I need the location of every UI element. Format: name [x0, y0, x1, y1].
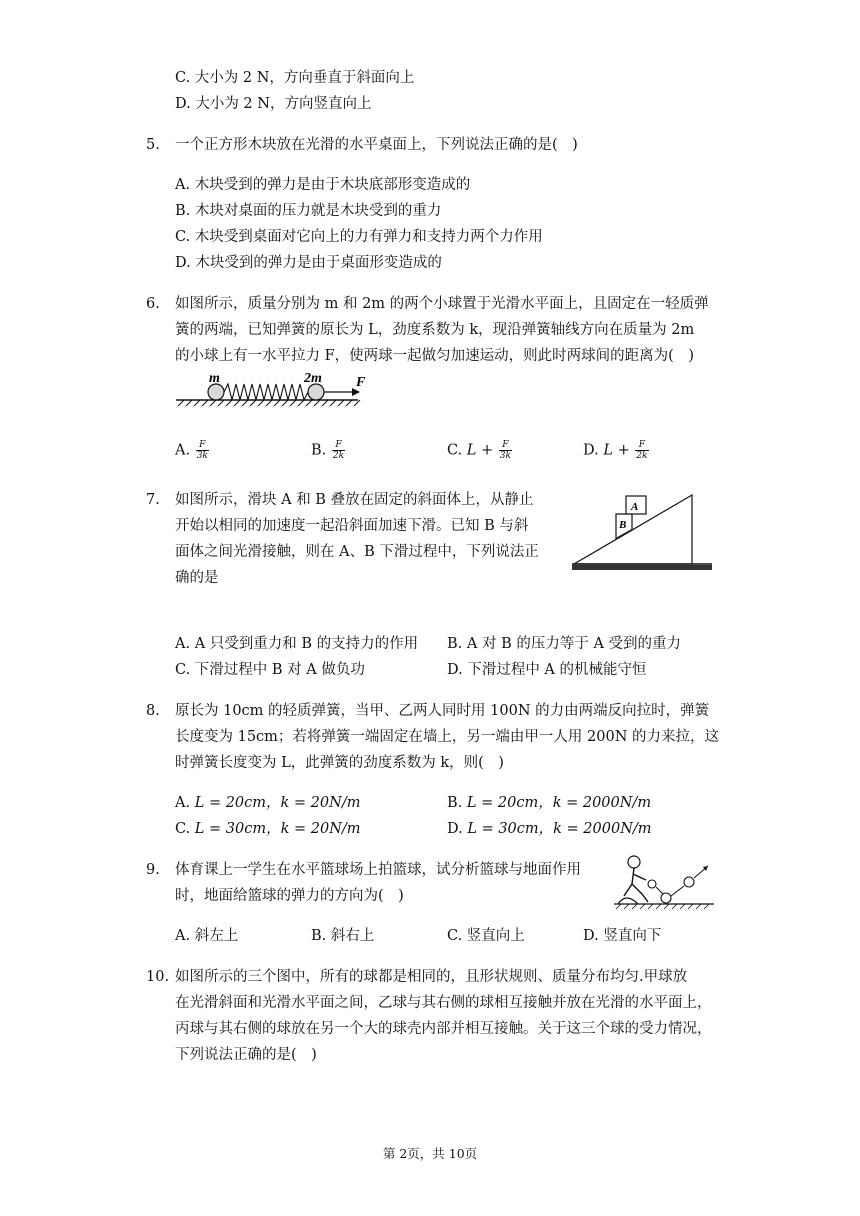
option-text: L = 20cm，k = 20N/m — [194, 795, 361, 811]
spring-figure — [176, 370, 366, 410]
q10-number: 10. — [146, 969, 170, 985]
q6-stem-line: 如图所示，质量分别为 m 和 2m 的两个小球置于光滑水平面上，且固定在一轻质弹 — [175, 296, 709, 312]
option-label: D. — [583, 442, 599, 459]
fraction-numerator: F — [332, 440, 345, 451]
fraction — [635, 440, 648, 461]
q6-option-a — [175, 440, 210, 461]
label-F: F — [356, 375, 366, 390]
q7-option-c — [175, 660, 365, 680]
option-label: C. — [175, 70, 191, 86]
option-label: C. — [175, 229, 191, 245]
fraction-denominator: 2k — [636, 451, 648, 461]
q8-option-c — [175, 819, 361, 839]
q5-option-d — [175, 253, 442, 273]
option-text: 大小为 2 N，方向竖直向上 — [195, 96, 372, 112]
option-label: C. — [447, 442, 463, 459]
option-label: C. — [447, 928, 463, 944]
q9-option-c — [447, 926, 525, 946]
q8-stem-line: 时弹簧长度变为 L，此弹簧的劲度系数为 k，则( ) — [175, 755, 504, 771]
q10-stem-line: 在光滑斜面和光滑水平面之间，乙球与其右侧的球相互接触并放在光滑的水平面上， — [175, 995, 712, 1011]
option-label: D. — [175, 255, 191, 271]
option-label: B. — [175, 203, 191, 219]
ground-hatch — [178, 400, 360, 406]
q8-option-a — [175, 793, 360, 813]
student-base — [618, 898, 638, 904]
option-label: D. — [447, 821, 463, 837]
option-text: 下滑过程中 B 对 A 做负功 — [194, 662, 365, 678]
option-text: 木块对桌面的压力就是木块受到的重力 — [194, 203, 442, 219]
q9-option-d — [583, 926, 661, 946]
ball-2m — [308, 384, 324, 400]
q4-option-c — [175, 68, 414, 88]
option-text: 下滑过程中 A 的机械能守恒 — [467, 662, 647, 678]
q10-stem-line: 下列说法正确的是( ) — [175, 1047, 317, 1063]
option-text: 竖直向上 — [466, 928, 525, 944]
q6-stem-line: 簧的两端，已知弹簧的原长为 L，劲度系数为 k，现沿弹簧轴线方向在质量为 2m — [175, 322, 695, 338]
q6-option-b — [311, 440, 346, 461]
student-head — [628, 856, 640, 868]
option-label: B. — [311, 928, 327, 944]
q7-stem-line: 如图所示，滑块 A 和 B 叠放在固定的斜面体上，从静止 — [175, 492, 534, 508]
fraction-numerator: F — [499, 440, 512, 451]
ball-bounce — [661, 893, 671, 903]
option-text: 大小为 2 N，方向垂直于斜面向上 — [194, 70, 415, 86]
option-text: 木块受到的弹力是由于木块底部形变造成的 — [194, 177, 471, 193]
q6-number: 6. — [146, 296, 160, 312]
q10-stem-line: 丙球与其右侧的球放在另一个大的球壳内部并相互接触。关于这三个球的受力情况， — [175, 1021, 712, 1037]
fraction-denominator: 2k — [332, 451, 345, 461]
ball-path-in — [656, 887, 663, 894]
q9-option-b — [311, 926, 374, 946]
option-label: B. — [447, 795, 463, 811]
option-text: L = 20cm，k = 2000N/m — [466, 795, 652, 811]
option-text: 斜左上 — [194, 928, 239, 944]
option-label: B. — [447, 636, 463, 652]
q6-option-c — [447, 440, 513, 461]
q6-stem-line: 的小球上有一水平拉力 F，使两球一起做匀加速运动，则此时两球间的距离为( ) — [175, 348, 694, 364]
spring-coil — [224, 384, 308, 400]
fraction-denominator: 3k — [196, 451, 208, 461]
q7-stem-line: 开始以相同的加速度一起沿斜面加速下滑。已知 B 与斜 — [175, 518, 529, 534]
ball-rebound — [684, 877, 694, 887]
option-text: A 只受到重力和 B 的支持力的作用 — [194, 636, 419, 652]
option-label: A. — [175, 795, 191, 811]
q8-number: 8. — [146, 703, 160, 719]
q7-option-b — [447, 634, 681, 654]
option-text: 木块受到桌面对它向上的力有弹力和支持力两个力作用 — [194, 229, 543, 245]
ball-start — [648, 880, 656, 888]
q8-stem-line: 长度变为 15cm；若将弹簧一端固定在墙上，另一端由甲一人用 200N 的力来拉，这 — [175, 729, 720, 745]
option-text: A 对 B 的压力等于 A 受到的重力 — [466, 636, 682, 652]
q9-stem-line: 体育课上一学生在水平篮球场上拍篮球，试分析篮球与地面作用 — [175, 862, 581, 878]
option-text: L = 30cm，k = 20N/m — [194, 821, 361, 837]
basketball-figure — [614, 852, 716, 910]
q4-option-d — [175, 94, 371, 114]
q7-option-a — [175, 634, 418, 654]
option-text: 木块受到的弹力是由于桌面形变造成的 — [195, 255, 442, 271]
q8-stem-line: 原长为 10cm 的轻质弹簧，当甲、乙两人同时用 100N 的力由两端反向拉时，弹簧 — [175, 703, 710, 719]
student-body — [624, 868, 648, 902]
option-label: A. — [175, 177, 191, 193]
option-label: C. — [175, 662, 191, 678]
q5-number: 5. — [146, 137, 160, 153]
q5-option-a — [175, 175, 470, 195]
fraction-numerator: F — [196, 440, 209, 451]
option-prefix: L + — [466, 442, 498, 459]
fraction-numerator: F — [635, 440, 648, 451]
q9-number: 9. — [146, 862, 160, 878]
option-text: 竖直向下 — [603, 928, 662, 944]
option-label: B. — [311, 442, 327, 459]
fraction — [196, 440, 209, 461]
q5-option-b — [175, 201, 441, 221]
option-label: A. — [175, 928, 191, 944]
q7-stem-line: 确的是 — [175, 570, 219, 586]
option-text: L = 30cm，k = 2000N/m — [467, 821, 652, 837]
label-a: A — [631, 501, 639, 513]
label-b: B — [619, 519, 627, 531]
option-label: A. — [175, 636, 191, 652]
label-2m: 2m — [304, 371, 322, 386]
incline-ground-hatch — [572, 565, 712, 570]
q5-stem-line: 一个正方形木块放在光滑的水平桌面上，下列说法正确的是( ) — [175, 137, 578, 153]
fraction — [332, 440, 345, 461]
fraction-denominator: 3k — [499, 451, 511, 461]
q9-option-a — [175, 926, 238, 946]
ball-m — [208, 384, 224, 400]
q8-option-d — [447, 819, 652, 839]
option-label: D. — [175, 96, 191, 112]
q9-stem-line: 时，地面给篮球的弹力的方向为( ) — [175, 888, 404, 904]
ball-path-out — [671, 886, 684, 896]
q5-option-c — [175, 227, 543, 247]
option-label: C. — [175, 821, 191, 837]
option-label: D. — [583, 928, 599, 944]
option-text: 斜右上 — [330, 928, 375, 944]
option-label: D. — [447, 662, 463, 678]
fraction — [499, 440, 512, 461]
label-m: m — [209, 371, 220, 386]
q6-option-d — [583, 440, 650, 461]
q7-number: 7. — [146, 492, 160, 508]
q10-stem-line: 如图所示的三个图中，所有的球都是相同的，且形状规则、质量分布均匀.甲球放 — [175, 969, 688, 985]
option-prefix: L + — [603, 442, 635, 459]
page-footer: 第 2页，共 10页 — [382, 1146, 478, 1161]
option-label: A. — [175, 442, 191, 459]
q7-stem-line: 面体之间光滑接触，则在 A、B 下滑过程中，下列说法正 — [175, 544, 539, 560]
q7-option-d — [447, 660, 647, 680]
incline-figure — [572, 490, 714, 572]
q8-option-b — [447, 793, 651, 813]
court-hatch — [616, 904, 709, 909]
